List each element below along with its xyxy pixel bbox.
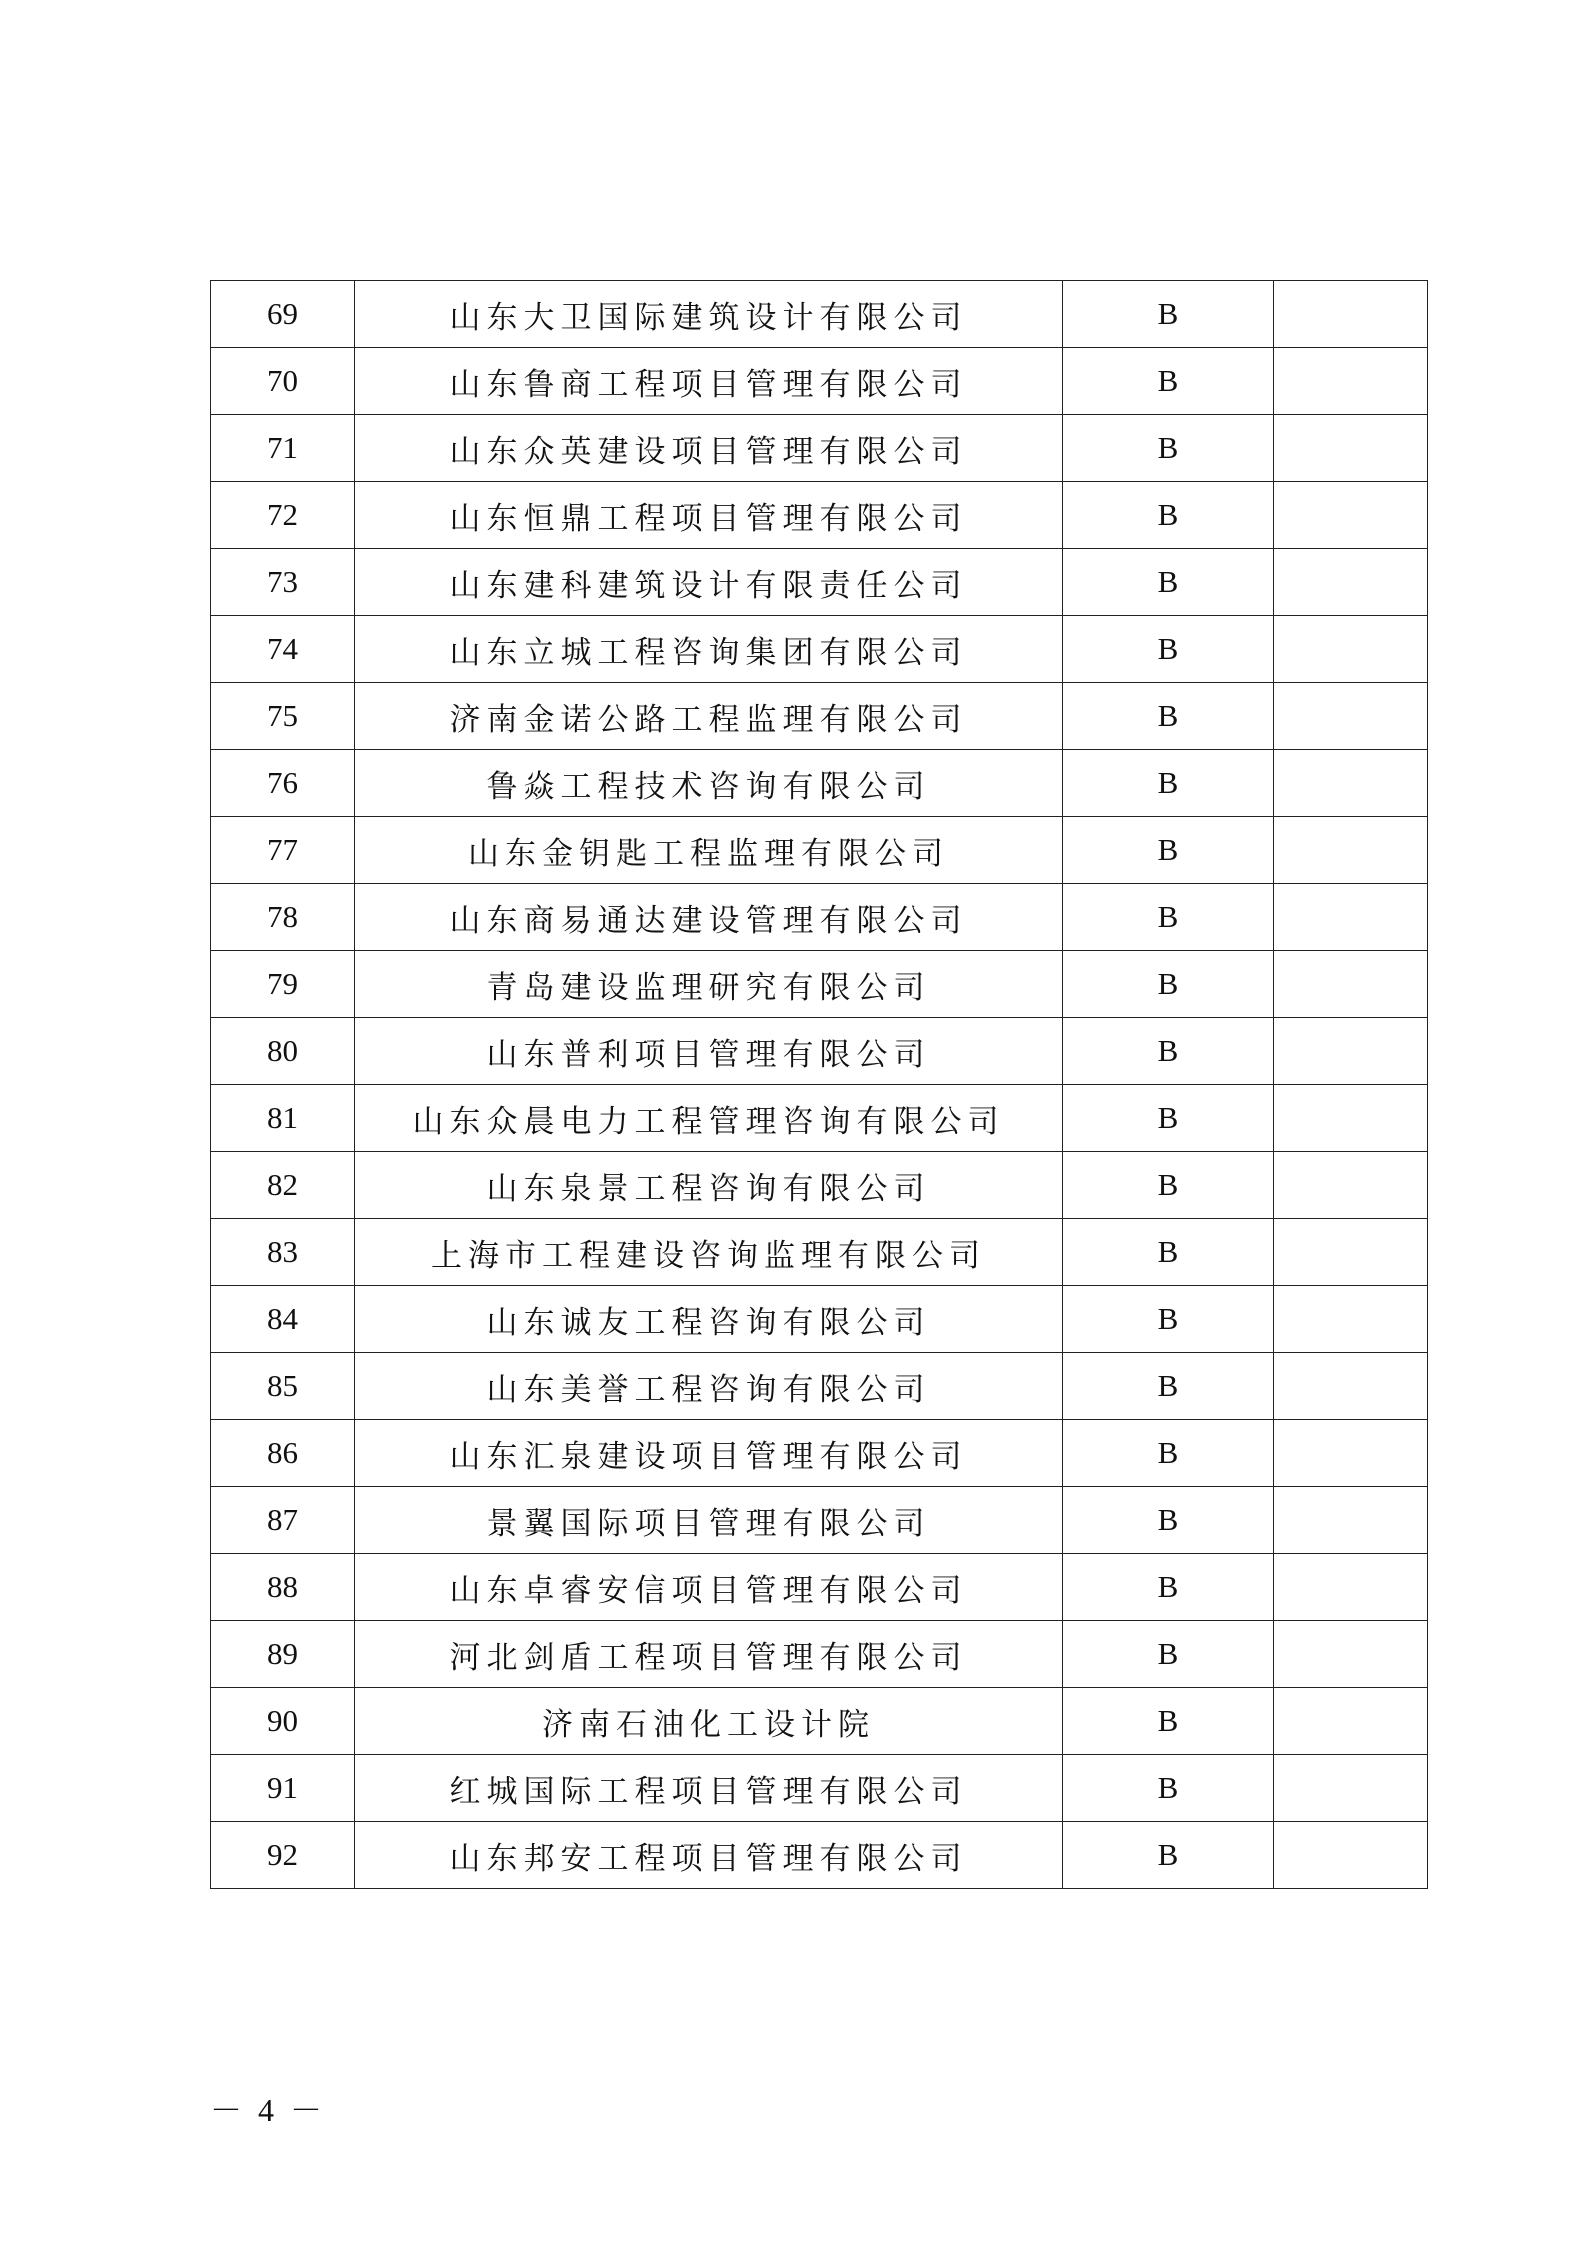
row-number-cell: 70 [211,348,355,415]
row-number-cell: 73 [211,549,355,616]
table-row [211,1688,1428,1755]
row-number-cell: 92 [211,1822,355,1889]
grade-cell: B [1063,348,1274,415]
note-cell [1274,1420,1428,1487]
note-cell [1274,951,1428,1018]
grade-cell: B [1063,1755,1274,1822]
grade-cell: B [1063,951,1274,1018]
company-name-cell: 上海市工程建设咨询监理有限公司 [355,1219,1063,1286]
company-name-cell: 山东卓睿安信项目管理有限公司 [355,1554,1063,1621]
note-cell [1274,1219,1428,1286]
note-cell [1274,1822,1428,1889]
row-number-cell: 77 [211,817,355,884]
table-row [211,281,1428,348]
company-name-cell: 山东美誉工程咨询有限公司 [355,1353,1063,1420]
note-cell [1274,482,1428,549]
note-cell [1274,1487,1428,1554]
company-name-cell: 山东金钥匙工程监理有限公司 [355,817,1063,884]
note-cell [1274,281,1428,348]
table-row [211,1219,1428,1286]
note-cell [1274,1085,1428,1152]
table-row [211,750,1428,817]
table-body [211,281,1428,1889]
grade-cell: B [1063,1822,1274,1889]
row-number-cell: 69 [211,281,355,348]
grade-cell: B [1063,1018,1274,1085]
grade-cell: B [1063,1621,1274,1688]
note-cell [1274,884,1428,951]
company-name-cell: 山东立城工程咨询集团有限公司 [355,616,1063,683]
row-number-cell: 75 [211,683,355,750]
table-row [211,1755,1428,1822]
row-number-cell: 87 [211,1487,355,1554]
table-row [211,549,1428,616]
note-cell [1274,683,1428,750]
row-number-cell: 71 [211,415,355,482]
grade-cell: B [1063,1286,1274,1353]
row-number-cell: 90 [211,1688,355,1755]
note-cell [1274,817,1428,884]
grade-cell: B [1063,750,1274,817]
grade-cell: B [1063,1554,1274,1621]
enterprise-rating-table [210,280,1428,1889]
table-row [211,1554,1428,1621]
table-row [211,951,1428,1018]
row-number-cell: 86 [211,1420,355,1487]
company-name-cell: 山东普利项目管理有限公司 [355,1018,1063,1085]
company-name-cell: 河北剑盾工程项目管理有限公司 [355,1621,1063,1688]
table-row [211,1420,1428,1487]
note-cell [1274,348,1428,415]
table-row [211,482,1428,549]
company-name-cell: 山东大卫国际建筑设计有限公司 [355,281,1063,348]
table-row [211,415,1428,482]
note-cell [1274,549,1428,616]
grade-cell: B [1063,415,1274,482]
company-name-cell: 山东鲁商工程项目管理有限公司 [355,348,1063,415]
company-name-cell: 山东邦安工程项目管理有限公司 [355,1822,1063,1889]
note-cell [1274,750,1428,817]
row-number-cell: 76 [211,750,355,817]
row-number-cell: 79 [211,951,355,1018]
company-name-cell: 济南金诺公路工程监理有限公司 [355,683,1063,750]
table-row [211,348,1428,415]
company-name-cell: 青岛建设监理研究有限公司 [355,951,1063,1018]
company-name-cell: 山东泉景工程咨询有限公司 [355,1152,1063,1219]
table-row [211,817,1428,884]
grade-cell: B [1063,1487,1274,1554]
note-cell [1274,1755,1428,1822]
company-name-cell: 山东建科建筑设计有限责任公司 [355,549,1063,616]
row-number-cell: 82 [211,1152,355,1219]
note-cell [1274,616,1428,683]
page-number: － 4 － [210,2092,327,2128]
company-name-cell: 山东商易通达建设管理有限公司 [355,884,1063,951]
grade-cell: B [1063,1420,1274,1487]
row-number-cell: 84 [211,1286,355,1353]
company-name-cell: 济南石油化工设计院 [355,1688,1063,1755]
row-number-cell: 81 [211,1085,355,1152]
table-row [211,1085,1428,1152]
grade-cell: B [1063,281,1274,348]
row-number-cell: 91 [211,1755,355,1822]
company-name-cell: 山东众英建设项目管理有限公司 [355,415,1063,482]
table-row [211,1152,1428,1219]
grade-cell: B [1063,817,1274,884]
grade-cell: B [1063,1085,1274,1152]
company-name-cell: 山东汇泉建设项目管理有限公司 [355,1420,1063,1487]
note-cell [1274,1353,1428,1420]
row-number-cell: 83 [211,1219,355,1286]
note-cell [1274,415,1428,482]
company-name-cell: 景翼国际项目管理有限公司 [355,1487,1063,1554]
row-number-cell: 80 [211,1018,355,1085]
grade-cell: B [1063,482,1274,549]
row-number-cell: 72 [211,482,355,549]
company-name-cell: 红城国际工程项目管理有限公司 [355,1755,1063,1822]
note-cell [1274,1621,1428,1688]
table-row [211,1822,1428,1889]
table-row [211,1018,1428,1085]
company-name-cell: 山东恒鼎工程项目管理有限公司 [355,482,1063,549]
table-row [211,1621,1428,1688]
table-row [211,683,1428,750]
table-row [211,616,1428,683]
note-cell [1274,1286,1428,1353]
grade-cell: B [1063,884,1274,951]
note-cell [1274,1152,1428,1219]
row-number-cell: 74 [211,616,355,683]
grade-cell: B [1063,1152,1274,1219]
row-number-cell: 85 [211,1353,355,1420]
row-number-cell: 78 [211,884,355,951]
grade-cell: B [1063,1688,1274,1755]
table-row [211,1487,1428,1554]
grade-cell: B [1063,616,1274,683]
company-name-cell: 鲁焱工程技术咨询有限公司 [355,750,1063,817]
row-number-cell: 89 [211,1621,355,1688]
table-row [211,884,1428,951]
grade-cell: B [1063,683,1274,750]
company-name-cell: 山东众晨电力工程管理咨询有限公司 [355,1085,1063,1152]
grade-cell: B [1063,1353,1274,1420]
row-number-cell: 88 [211,1554,355,1621]
company-name-cell: 山东诚友工程咨询有限公司 [355,1286,1063,1353]
grade-cell: B [1063,549,1274,616]
note-cell [1274,1688,1428,1755]
note-cell [1274,1554,1428,1621]
table-row [211,1353,1428,1420]
grade-cell: B [1063,1219,1274,1286]
table-row [211,1286,1428,1353]
note-cell [1274,1018,1428,1085]
